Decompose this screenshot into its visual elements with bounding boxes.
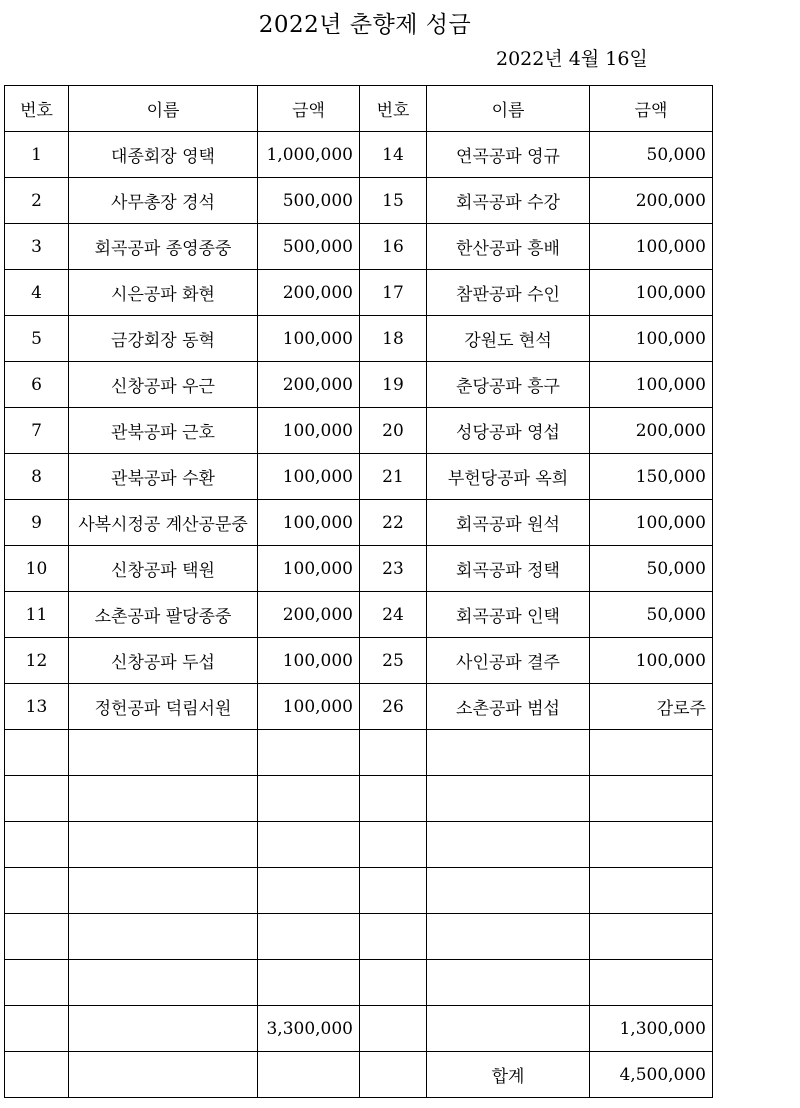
cell-number: 24 [360,592,427,638]
cell-number: 20 [360,408,427,454]
empty-cell [69,1006,258,1052]
cell-name: 시은공파 화현 [69,270,258,316]
cell-name: 부헌당공파 옥희 [427,454,590,500]
empty-cell [360,914,427,960]
cell-amount: 50,000 [590,132,713,178]
subtotal-right: 1,300,000 [590,1006,713,1052]
cell-amount: 200,000 [590,408,713,454]
empty-cell [590,776,713,822]
cell-name: 소촌공파 팔당종중 [69,592,258,638]
cell-amount: 200,000 [258,270,360,316]
empty-cell [69,914,258,960]
empty-cell [258,960,360,1006]
cell-name: 신창공파 우근 [69,362,258,408]
empty-cell [590,868,713,914]
cell-amount: 100,000 [258,638,360,684]
empty-cell [258,776,360,822]
cell-name: 연곡공파 영규 [427,132,590,178]
cell-name: 관북공파 근호 [69,408,258,454]
empty-cell [258,914,360,960]
cell-number: 10 [5,546,69,592]
empty-cell [69,730,258,776]
empty-cell [258,822,360,868]
cell-amount: 200,000 [258,362,360,408]
cell-number: 16 [360,224,427,270]
empty-cell [427,822,590,868]
cell-name: 강원도 현석 [427,316,590,362]
cell-name: 신창공파 두섭 [69,638,258,684]
cell-number: 25 [360,638,427,684]
cell-number: 6 [5,362,69,408]
column-header-name: 이름 [69,86,258,132]
cell-number: 15 [360,178,427,224]
table-row [5,316,713,362]
document-title: 2022년 춘향제 성금 [258,12,472,38]
cell-amount: 1,000,000 [258,132,360,178]
table-row [5,546,713,592]
empty-cell [360,960,427,1006]
cell-number: 2 [5,178,69,224]
cell-name: 회곡공파 인택 [427,592,590,638]
table-header-row [5,86,713,132]
empty-cell [427,730,590,776]
table-row [5,270,713,316]
cell-number: 7 [5,408,69,454]
cell-name: 관북공파 수환 [69,454,258,500]
column-header-amount: 금액 [590,86,713,132]
empty-cell [360,1006,427,1052]
cell-number: 21 [360,454,427,500]
cell-amount: 100,000 [258,546,360,592]
cell-amount: 100,000 [258,500,360,546]
empty-cell [360,776,427,822]
empty-row [5,914,713,960]
grand-total-row [5,1052,713,1098]
cell-name: 사무총장 경석 [69,178,258,224]
empty-cell [360,1052,427,1098]
cell-number: 11 [5,592,69,638]
subtotal-left: 3,300,000 [258,1006,360,1052]
empty-cell [69,960,258,1006]
empty-row [5,822,713,868]
empty-cell [258,868,360,914]
column-header-name: 이름 [427,86,590,132]
empty-cell [5,730,69,776]
empty-cell [5,868,69,914]
empty-cell [5,822,69,868]
cell-number: 13 [5,684,69,730]
cell-number: 26 [360,684,427,730]
cell-number: 5 [5,316,69,362]
cell-number: 14 [360,132,427,178]
cell-amount: 100,000 [590,316,713,362]
empty-cell [5,1006,69,1052]
empty-row [5,730,713,776]
cell-number: 18 [360,316,427,362]
empty-cell [360,822,427,868]
grand-total-label: 합계 [427,1052,590,1098]
table-row [5,132,713,178]
cell-name: 신창공파 택원 [69,546,258,592]
cell-name: 참판공파 수인 [427,270,590,316]
empty-cell [360,868,427,914]
cell-name: 정헌공파 덕림서원 [69,684,258,730]
empty-cell [590,914,713,960]
cell-name: 회곡공파 정택 [427,546,590,592]
table-row [5,362,713,408]
empty-cell [590,822,713,868]
empty-cell [5,776,69,822]
grand-total-value: 4,500,000 [590,1052,713,1098]
empty-cell [5,1052,69,1098]
empty-cell [5,960,69,1006]
cell-amount: 50,000 [590,546,713,592]
cell-name: 대종회장 영택 [69,132,258,178]
empty-cell [69,868,258,914]
empty-cell [427,868,590,914]
cell-amount: 200,000 [258,592,360,638]
cell-amount: 100,000 [590,270,713,316]
cell-number: 17 [360,270,427,316]
cell-name: 회곡공파 원석 [427,500,590,546]
cell-name: 회곡공파 종영종중 [69,224,258,270]
table-row [5,454,713,500]
empty-cell [590,960,713,1006]
table-row [5,684,713,730]
empty-row [5,960,713,1006]
cell-number: 22 [360,500,427,546]
cell-number: 1 [5,132,69,178]
empty-cell [69,776,258,822]
empty-cell [69,822,258,868]
empty-row [5,868,713,914]
document-date: 2022년 4월 16일 [496,48,648,70]
empty-cell [258,730,360,776]
cell-number: 19 [360,362,427,408]
column-header-number: 번호 [5,86,69,132]
donation-table [4,85,713,1098]
empty-cell [5,914,69,960]
empty-cell [427,1006,590,1052]
table-row [5,592,713,638]
cell-name: 회곡공파 수강 [427,178,590,224]
cell-amount: 50,000 [590,592,713,638]
table-row [5,178,713,224]
empty-cell [258,1052,360,1098]
empty-cell [590,730,713,776]
column-header-amount: 금액 [258,86,360,132]
cell-name: 사복시정공 계산공문중 [69,500,258,546]
empty-cell [427,914,590,960]
cell-amount: 100,000 [590,500,713,546]
cell-number: 8 [5,454,69,500]
cell-number: 12 [5,638,69,684]
cell-number: 9 [5,500,69,546]
cell-name: 한산공파 흥배 [427,224,590,270]
cell-name: 춘당공파 흥구 [427,362,590,408]
cell-amount: 200,000 [590,178,713,224]
empty-row [5,776,713,822]
cell-name: 금강회장 동혁 [69,316,258,362]
table-row [5,500,713,546]
cell-name: 사인공파 결주 [427,638,590,684]
cell-number: 23 [360,546,427,592]
cell-number: 4 [5,270,69,316]
cell-amount: 100,000 [258,408,360,454]
cell-amount: 100,000 [258,316,360,362]
empty-cell [360,730,427,776]
subtotal-row [5,1006,713,1052]
column-header-number: 번호 [360,86,427,132]
empty-cell [69,1052,258,1098]
table-row [5,638,713,684]
cell-amount: 100,000 [590,362,713,408]
cell-amount: 500,000 [258,224,360,270]
cell-amount: 150,000 [590,454,713,500]
empty-cell [427,776,590,822]
cell-name: 성당공파 영섭 [427,408,590,454]
empty-cell [427,960,590,1006]
table-row [5,224,713,270]
cell-number: 3 [5,224,69,270]
cell-amount: 감로주 [590,684,713,730]
table-row [5,408,713,454]
cell-amount: 100,000 [590,638,713,684]
cell-amount: 100,000 [590,224,713,270]
cell-amount: 100,000 [258,684,360,730]
cell-amount: 500,000 [258,178,360,224]
cell-name: 소촌공파 범섭 [427,684,590,730]
cell-amount: 100,000 [258,454,360,500]
